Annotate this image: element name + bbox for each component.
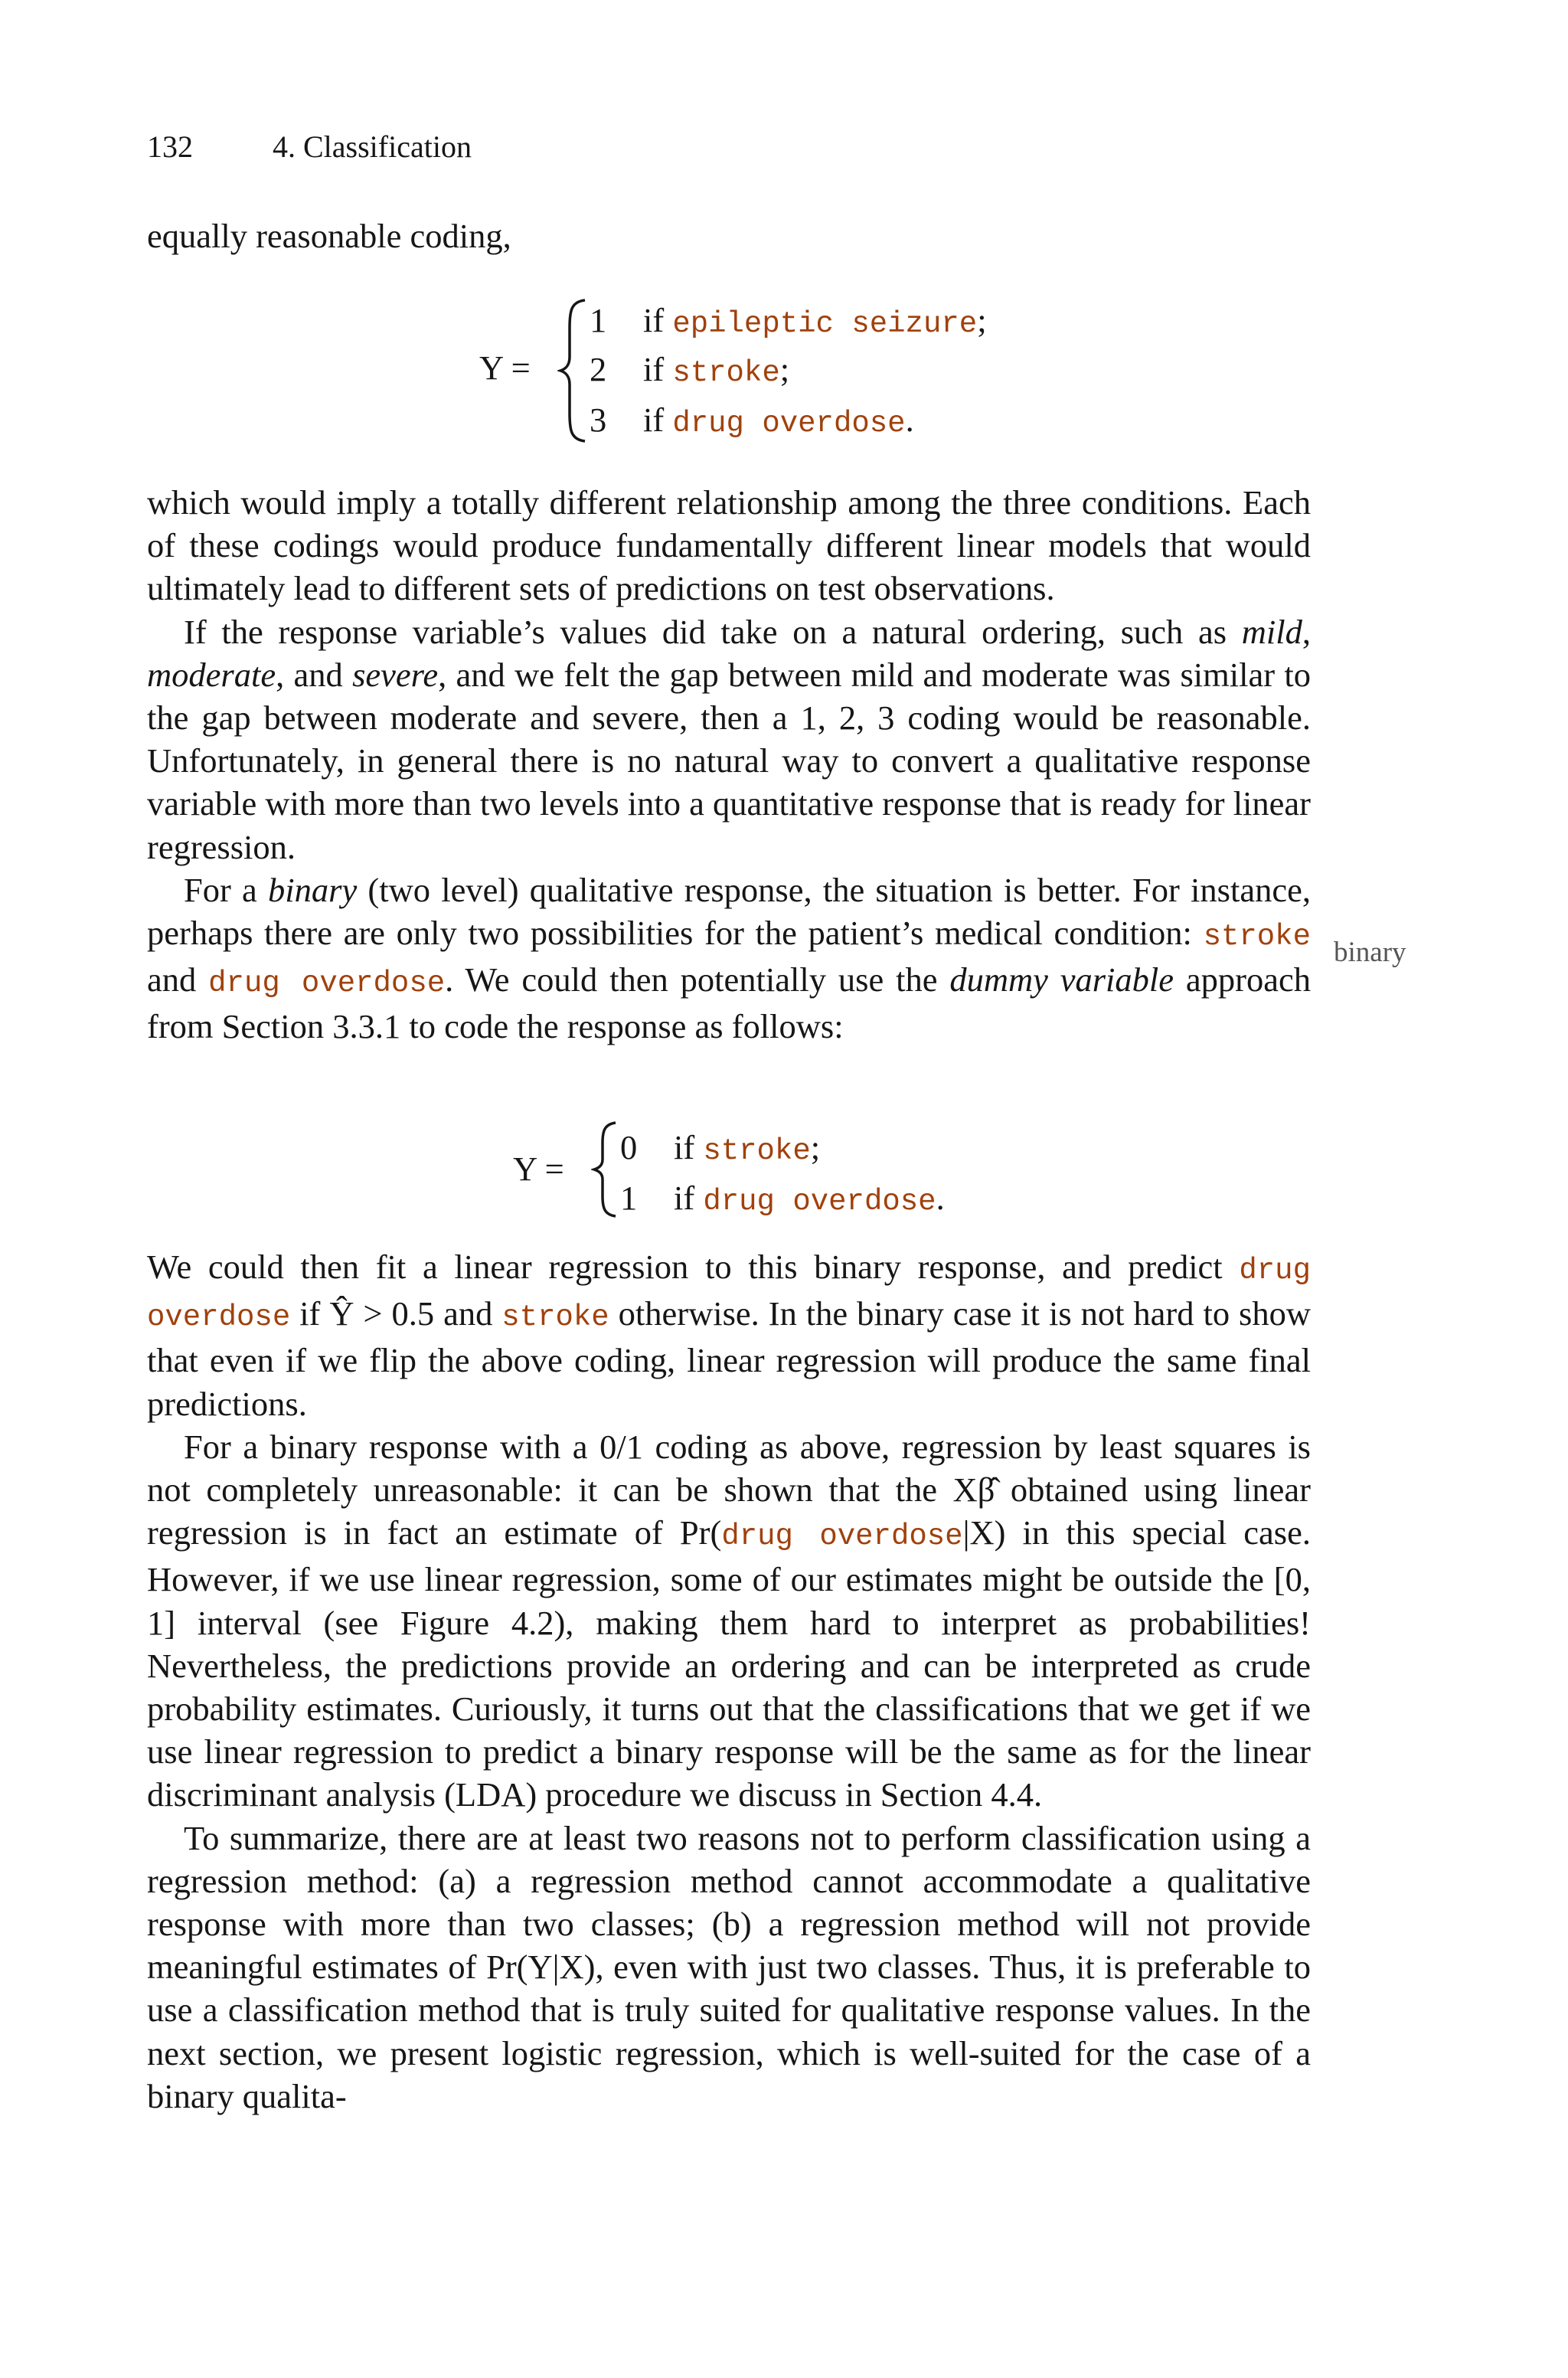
paragraph-1: which would imply a totally different relationship among the three conditions. Each of these codings would produce fundamentally different linear models that would ultimately lead to different sets of predictions on test observations. (147, 483, 1311, 608)
paragraph-3: For a binary (two level) qualitative response, the situation is better. For instance, perhaps there are only two possibilities for the patient’s medical condition: stroke and drug overdose. We could then potentially use the dummy variable approach from Section 3.3.1 to code the response as follows: (147, 870, 1312, 1046)
paragraph-5: For a binary response with a 0/1 coding as above, regression by least squares is not completely unreasonable: it can be shown that the Xβ̂ obtained using linear regression is in fact an estimate of Pr(drug overdose|X) in this special case. However, if we use linear regression, some of our estimates might be outside the [0, 1] interval (see Figure 4.2), making them hard to interpret as probabilities! Nevertheless, the predictions provide an ordering and can be interpreted as crude probability estimates. Curiously, it turns out that the classifications that we get if we use linear regression to predict a binary response will be the same as for the linear discriminant analysis (LDA) procedure we discuss in Section 4.4. (147, 1427, 1311, 1814)
equation-lhs: Y = (513, 1150, 564, 1188)
paragraph-0: equally reasonable coding, (147, 217, 511, 255)
paragraph-6: To summarize, there are at least two reasons not to perform classification using a regression method: (a) a regression method cannot accommodate a qualitative response with more than two classes; (b) a regression method will not provide meaningful estimates of Pr(Y|X), even with just two classes. Thus, it is preferable to use a classification method that is truly suited for qualitative response values. In the next section, we present logistic regression, which is well-suited for the case of a binary qualita- (147, 1818, 1311, 2115)
case-row: 1 if drug overdose. (620, 1179, 945, 1218)
case-row: 1 if epileptic seizure; (590, 301, 987, 341)
left-brace-icon (591, 1120, 619, 1219)
paragraph-4: We could then fit a linear regression to this binary response, and predict drug overdose if Ŷ > 0.5 and stroke otherwise. In the binary case it is not hard to show that even if we flip the above coding, linear regression will produce the same final predictions. (147, 1248, 1311, 1423)
main-text-block-1 (147, 481, 1311, 1048)
case-row: 3 if drug overdose. (590, 401, 914, 440)
paragraph-2: If the response variable’s values did take on a natural ordering, such as mild, moderate, and severe, and we felt the gap between mild and moderate was similar to the gap between moderate and severe, then a 1, 2, 3 coding would be reasonable. Unfortunately, in general there is no natural way to convert a qualitative response variable with more than two levels into a quantitative response that is ready for linear regression. (147, 612, 1311, 866)
page-number: 132 (147, 129, 193, 164)
chapter-title: 4. Classification (273, 129, 472, 164)
case-row: 0 if stroke; (620, 1128, 821, 1168)
equation-lhs: Y = (479, 348, 531, 387)
left-brace-icon (557, 297, 588, 444)
intro-line (147, 214, 1311, 257)
margin-note: binary (1334, 937, 1406, 968)
case-row: 2 if stroke; (590, 350, 790, 390)
running-header (147, 129, 472, 165)
main-text-block-2 (147, 1245, 1311, 2118)
